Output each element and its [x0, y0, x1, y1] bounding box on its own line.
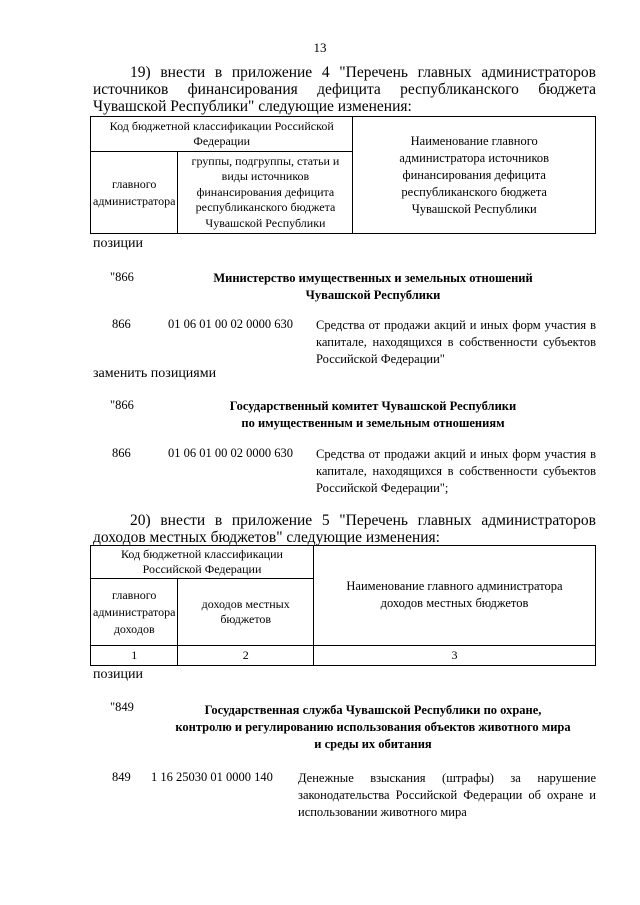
- item-19-paragraph: [93, 64, 596, 115]
- table2-col-name: Наименование главного администратора доходов местных бюджетов: [313, 546, 595, 646]
- block3-row-code: 1 16 25030 01 0000 140: [151, 770, 273, 784]
- block1-row-desc: Средства от продажи акций и иных форм участия в капитале, находящихся в собственности субъектов Российской Федерации": [316, 318, 596, 366]
- table1-header-code: Код бюджетной классификации Российской Федерации: [91, 117, 353, 152]
- table2-col-admin: главного администратора доходов: [91, 579, 178, 646]
- block1-row-admin: 866: [112, 317, 131, 331]
- page-number: 13: [313, 40, 327, 55]
- block2-row-code: 01 06 01 00 02 0000 630: [168, 446, 293, 460]
- table2-col-income: доходов местных бюджетов: [178, 579, 314, 646]
- item-20-text: 20) внести в приложение 5 "Перечень главных администраторов доходов местных бюджетов" следующие изменения:: [93, 512, 596, 546]
- block3-row-admin: 849: [112, 770, 131, 784]
- table2-num-1: 1: [91, 645, 178, 665]
- item-20-paragraph: [93, 512, 596, 546]
- block2-code: "866: [110, 398, 134, 412]
- table2-num-2: 2: [178, 645, 314, 665]
- table1-col-group: группы, подгруппы, статьи и виды источников финансирования дефицита республиканского бюджета Чувашской Республики: [178, 152, 353, 234]
- table2-header-code: Код бюджетной классификации Российской Федерации: [91, 546, 314, 579]
- block1-row-code: 01 06 01 00 02 0000 630: [168, 317, 293, 331]
- table-1: [90, 116, 596, 234]
- block2-row-admin: 866: [112, 446, 131, 460]
- block3-title: [150, 702, 596, 753]
- block1-title-line2: Чувашской Республики: [305, 288, 441, 302]
- block2-title-line2: по имущественным и земельным отношениям: [241, 416, 505, 430]
- block3-code: "849: [110, 700, 134, 714]
- block3-title-line2: контролю и регулированию использования объектов животного мира: [175, 720, 571, 734]
- block1-code: "866: [110, 270, 134, 284]
- table1-col-name: Наименование главного администратора источников финансирования дефицита республиканского бюджета Чувашской Республики: [353, 117, 596, 234]
- block1-title: [150, 270, 596, 304]
- label-positions: позиции: [93, 236, 143, 251]
- block3-row-desc: Денежные взыскания (штрафы) за нарушение законодательства Российской Федерации об охране и использовании животного мира: [298, 771, 596, 819]
- block1-title-line1: Министерство имущественных и земельных отношений: [213, 271, 533, 285]
- block2-title: [150, 398, 596, 432]
- block3-title-line1: Государственная служба Чувашской Республики по охране,: [204, 703, 542, 717]
- block2-title-line1: Государственный комитет Чувашской Республики: [229, 399, 517, 413]
- table-2: [90, 545, 596, 666]
- table1-col-admin: главного администратора: [91, 152, 178, 234]
- block2-row-desc: Средства от продажи акций и иных форм участия в капитале, находящихся в собственности субъектов Российской Федерации";: [316, 447, 596, 495]
- block3-title-line3: и среды их обитания: [314, 737, 432, 751]
- table2-num-3: 3: [313, 645, 595, 665]
- label-replace: заменить позициями: [93, 366, 217, 381]
- item-19-text: 19) внести в приложение 4 "Перечень главных администраторов источников финансирования дефицита республиканского бюджета Чувашской Республики" следующие изменения:: [93, 64, 596, 115]
- label-positions-2: позиции: [93, 667, 143, 682]
